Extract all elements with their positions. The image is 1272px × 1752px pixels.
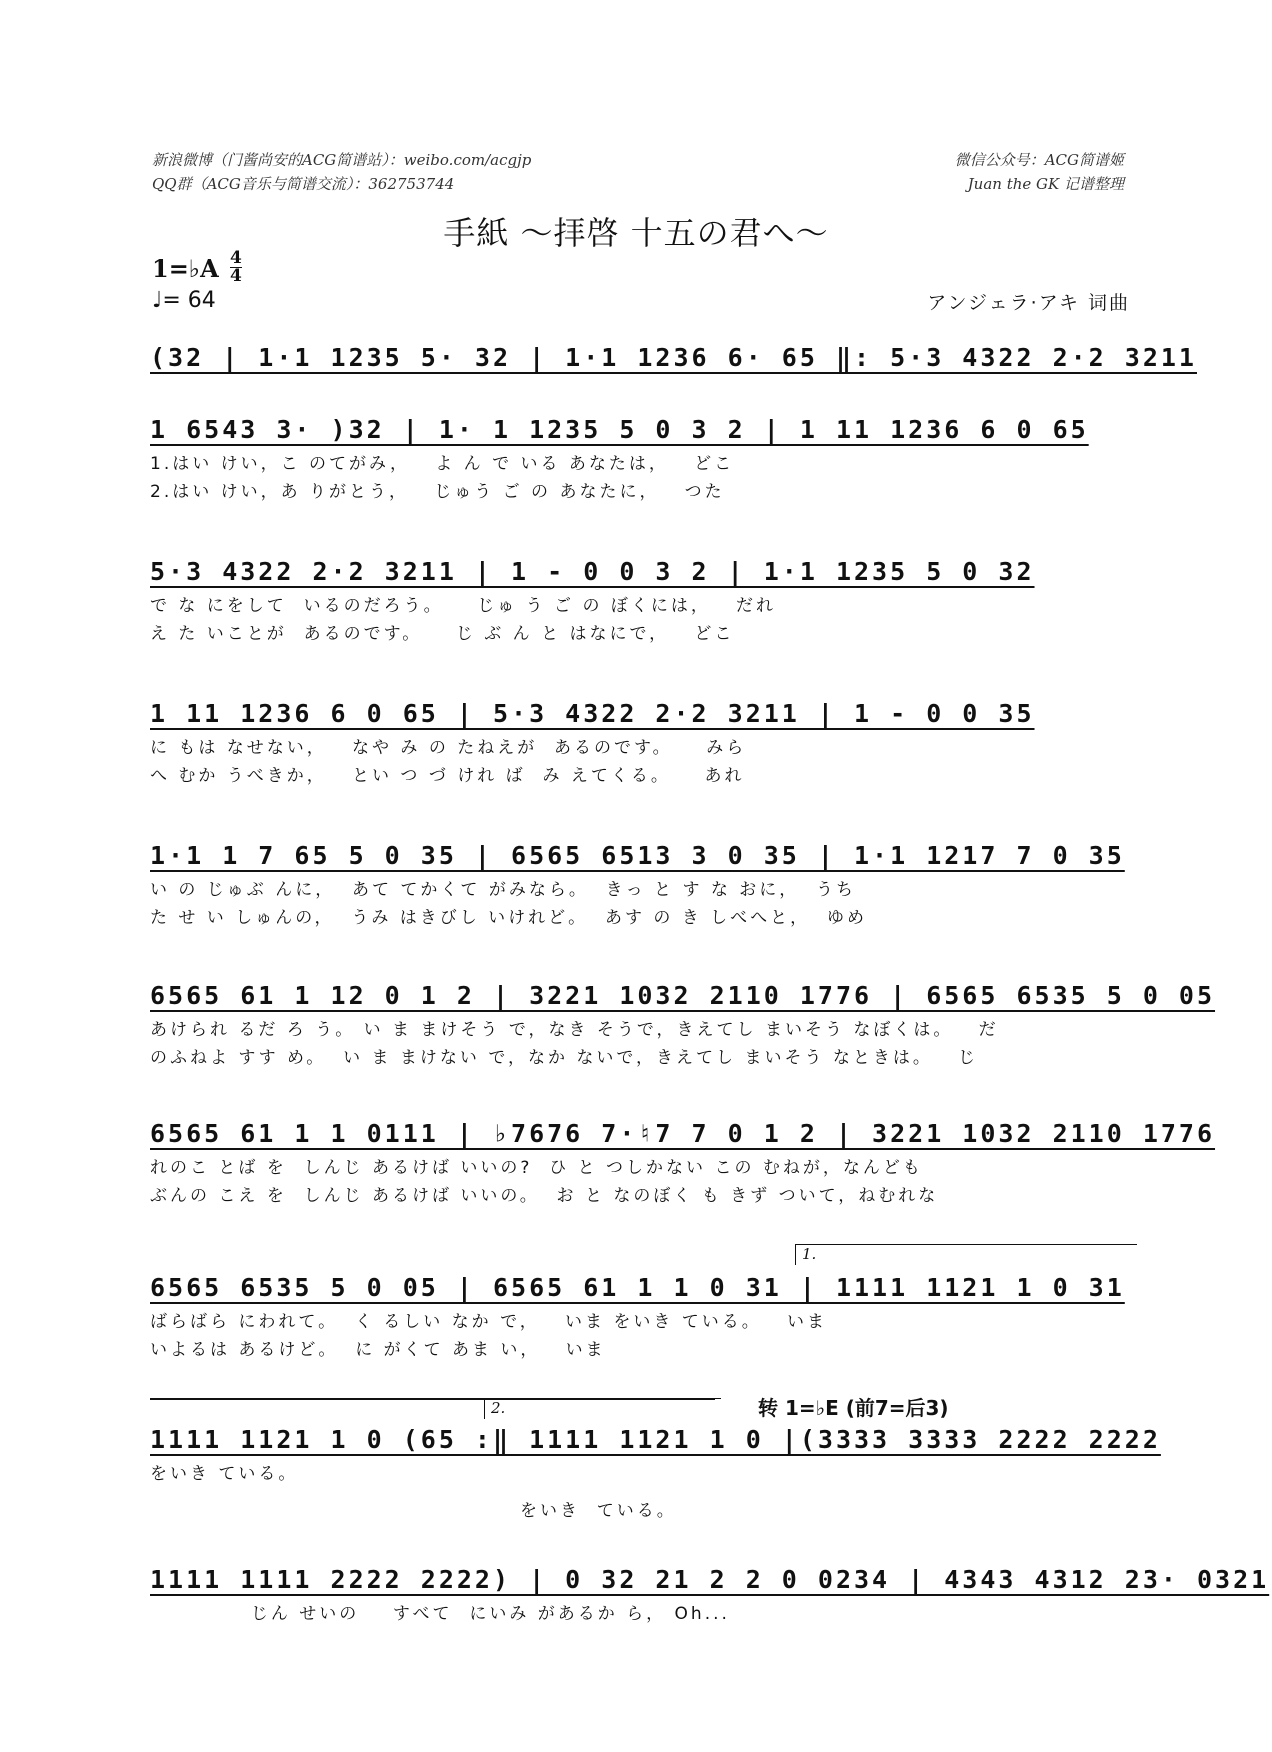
notes-line: (32 | 1·1 1235 5· 32 | 1·1 1236 6· 65 ‖: 5·3 4322 2·2 3211	[150, 343, 1197, 372]
system-3	[150, 552, 1130, 648]
lyric-verse-1: れのこ とば を しんじ あるけば いいの? ひ と つしかない この むねが，なんども	[150, 1158, 923, 1178]
volta-bracket-2: 2.	[484, 1398, 721, 1419]
system-2	[150, 410, 1130, 506]
system-6	[150, 976, 1216, 1072]
system-8	[150, 1268, 1130, 1364]
system-5	[150, 836, 1130, 932]
lyric-verse-1: で な にをして いるのだろう。 じゅ う ご の ぼくには， だれ	[150, 596, 777, 616]
lyric-verse-2: ぶんの こえ を しんじ あるけば いいの。 お と なのぼく も きず ついて，ねむれな	[150, 1186, 939, 1206]
wechat-line: 微信公众号：ACG简谱姬	[954, 151, 1124, 169]
notes-line: 1 11 1236 6 0 65 | 5·3 4322 2·2 3211 | 1 - 0 0 35	[150, 699, 1035, 728]
qq-line: QQ群（ACG音乐与简谱交流）：362753744	[152, 175, 455, 193]
lyric-verse-2: た せ い しゅんの， うみ はきびし いけれど。 あす の き しべへと， ゆめ	[150, 908, 867, 928]
notes-line: 1 6543 3· )32 | 1· 1 1235 5 0 3 2 | 1 11 1236 6 0 65	[150, 415, 1089, 444]
arranger-line: Juan the GK 记谱整理	[967, 175, 1124, 193]
header-left	[152, 148, 531, 196]
time-signature-top: 4	[230, 248, 242, 268]
lyric-verse-2: のふねよ すす め。 い ま まけない で，なか ないで，きえてし まいそう なときは。 じ	[150, 1048, 979, 1068]
system-7	[150, 1114, 1216, 1210]
header-right	[955, 148, 1124, 196]
lyric-verse-2: へ むか うべきか， とい つ づ けれ ば み えてくる。 あれ	[150, 766, 745, 786]
lyric-verse-2: え た いことが あるのです。 じ ぶ ん と はなにで， どこ	[150, 624, 735, 644]
lyric-verse-1: あけられ るだ ろ う。 い ま まけそう で，なき そうで，きえてし まいそう なぼくは。 だ	[150, 1020, 999, 1040]
notes-line: 6565 6535 5 0 05 | 6565 61 1 1 0 31 | 1111 1121 1 0 31	[150, 1273, 1125, 1302]
system-1	[150, 338, 1197, 378]
second-ending-lyric: をいき ている。	[520, 1501, 677, 1521]
key-signature: 1=♭A	[152, 254, 219, 283]
composer-credit: アンジェラ·アキ 词曲	[927, 292, 1130, 314]
notes-line: 6565 61 1 12 0 1 2 | 3221 1032 2110 1776 | 6565 6535 5 0 05	[150, 981, 1216, 1010]
song-title: 手紙 ～拝啓 十五の君へ～	[443, 214, 829, 252]
lyric-verse-2: 2.はい けい，あ りがとう， じゅう ご の あなたに， つた	[150, 482, 725, 502]
lyric-verse-1: じん せいの すべて にいみ があるか ら， Oh...	[150, 1604, 730, 1624]
notes-line: 5·3 4322 2·2 3211 | 1 - 0 0 3 2 | 1·1 1235 5 0 32	[150, 557, 1035, 586]
lyric-verse-1: い の じゅぶ んに， あて てかくて がみなら。 きっ と す な おに， うち	[150, 880, 857, 900]
lyric-verse-1: 1.はい けい，こ のてがみ， よ ん で いる あなたは， どこ	[150, 454, 735, 474]
system-9	[150, 1420, 1161, 1488]
key-change: 转 1=♭E (前7=后3)	[758, 1396, 949, 1420]
notes-line: 6565 61 1 1 0111 | ♭7676 7·♮7 7 0 1 2 | 3221 1032 2110 1776	[150, 1119, 1216, 1148]
tempo-marking: ♩= 64	[152, 288, 216, 313]
lyric-verse-1: に もは なせない， なや み の たねえが あるのです。 みら	[150, 738, 747, 758]
notes-line: 1·1 1 7 65 5 0 35 | 6565 6513 3 0 35 | 1·1 1217 7 0 35	[150, 841, 1125, 870]
system-10	[150, 1560, 1270, 1628]
time-signature-bottom: 4	[230, 266, 242, 286]
notes-line: 1111 1111 2222 2222) | 0 32 21 2 2 0 0234 | 4343 4312 23· 0321	[150, 1565, 1270, 1594]
lyric-verse-2: いよるは あるけど。 に がくて あま い， いま	[150, 1340, 606, 1360]
notes-line: 1111 1121 1 0 (65 :‖ 1111 1121 1 0 |(3333 3333 2222 2222	[150, 1425, 1161, 1454]
time-signature	[230, 250, 242, 285]
volta-bracket-1: 1.	[795, 1244, 1137, 1265]
lyric-verse-1: をいき ている。	[150, 1464, 299, 1484]
lyric-verse-1: ばらばら にわれて。 く るしい なか で， いま をいき ている。 いま	[150, 1312, 827, 1332]
weibo-line: 新浪微博（门酱尚安的ACG简谱站）：weibo.com/acgjp	[152, 151, 532, 169]
system-4	[150, 694, 1130, 790]
